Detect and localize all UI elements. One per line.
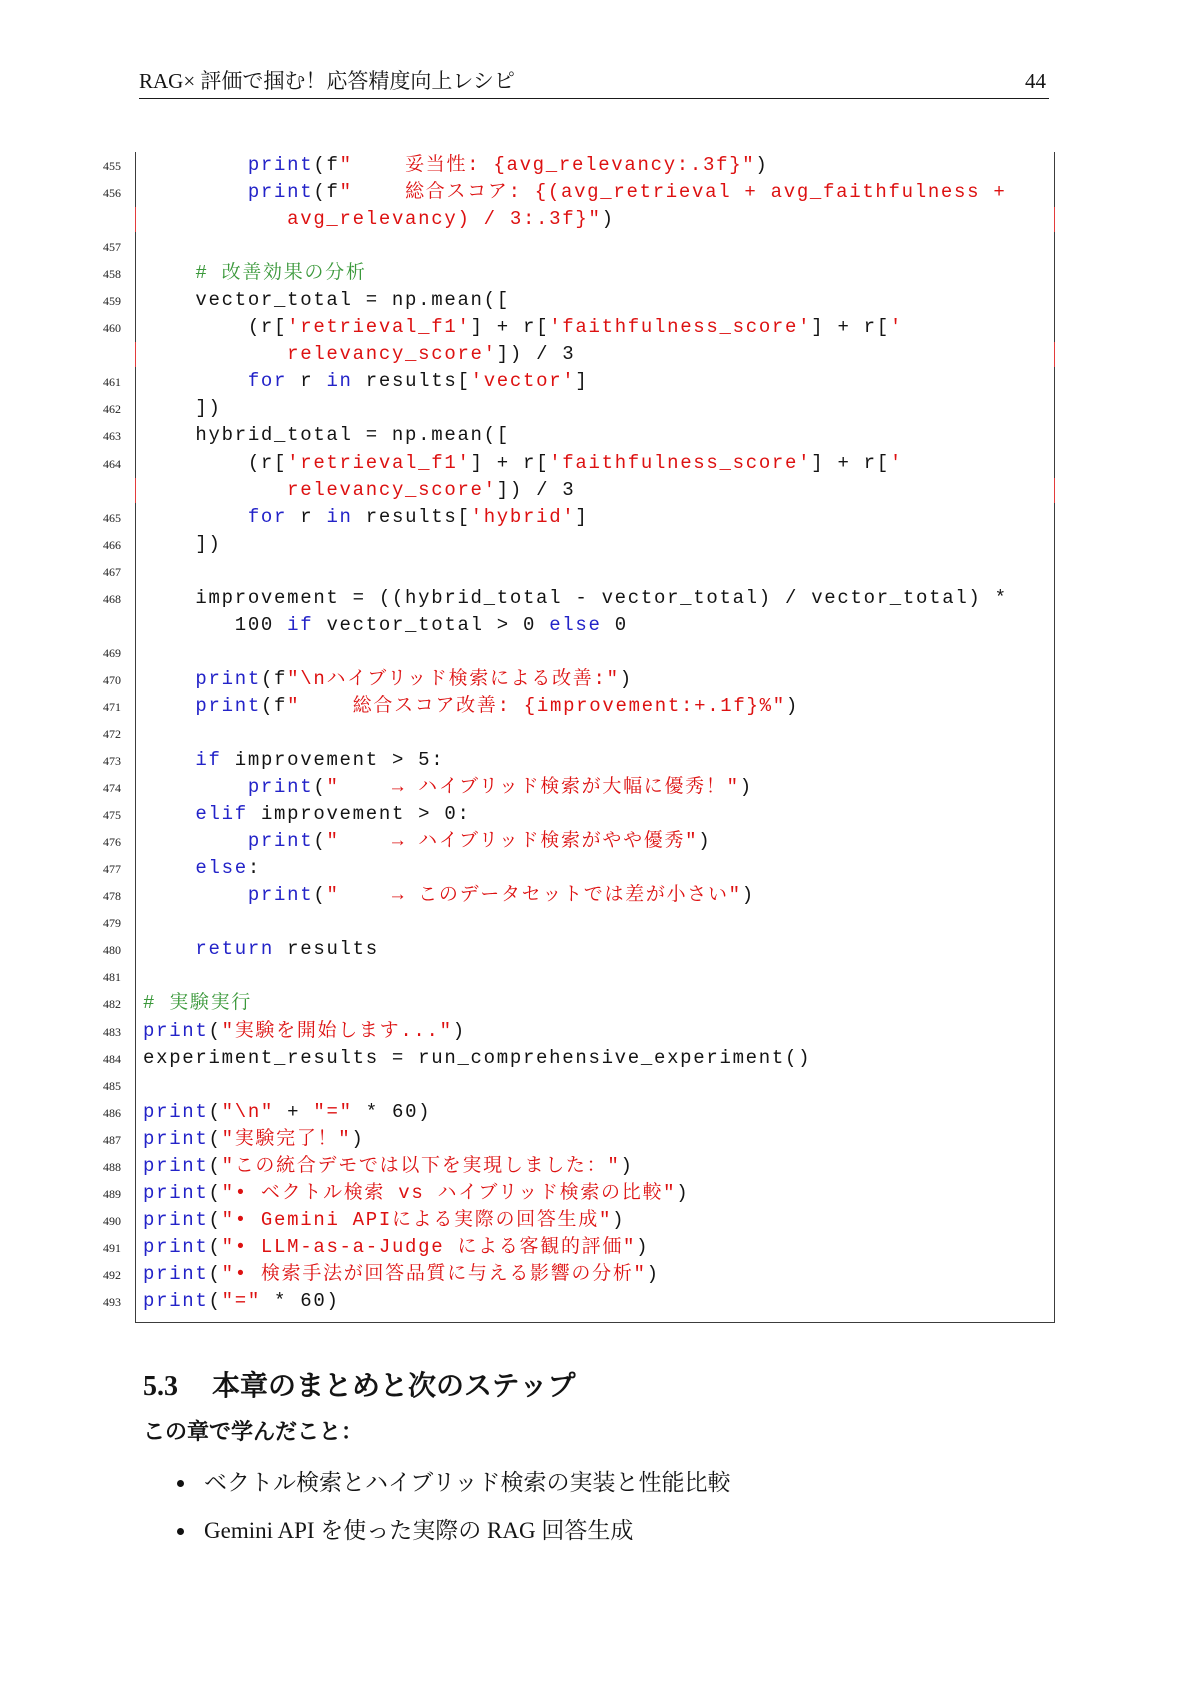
code-content <box>143 612 1051 639</box>
code-text: results[ <box>352 370 471 393</box>
code-line <box>0 747 1191 774</box>
bullet-dot-icon <box>177 1528 184 1535</box>
code-text: improvement > 5: <box>221 749 445 772</box>
bullet-item <box>0 1507 1191 1555</box>
line-number: 491 <box>103 1240 121 1255</box>
code-text: ) <box>698 830 712 853</box>
code-line <box>0 1234 1191 1261</box>
code-text: experiment_results = run_comprehensive_experiment() <box>143 1046 812 1069</box>
code-text <box>143 749 195 771</box>
code-line <box>0 828 1191 855</box>
code-text: ] + r[ <box>470 451 550 474</box>
line-number: 473 <box>103 754 121 769</box>
code-content <box>143 855 1051 882</box>
code-line-continuation <box>0 612 1191 639</box>
code-text: ( <box>208 1100 222 1123</box>
code-keyword: if <box>195 749 222 772</box>
code-string: "実験完了！" <box>221 1127 352 1150</box>
code-text: ( <box>208 1019 222 1042</box>
code-text <box>143 776 248 798</box>
code-keyword: print <box>143 1208 209 1231</box>
code-text: ( <box>208 1289 222 1312</box>
code-text: ) <box>619 667 633 690</box>
code-line <box>0 963 1191 990</box>
code-text: ) <box>612 1208 626 1231</box>
code-content <box>143 1207 1051 1234</box>
code-text <box>143 181 248 203</box>
code-text: ) <box>601 208 615 231</box>
code-string: " 総合スコア改善: {improvement:+.1f}%" <box>287 694 786 717</box>
code-content <box>143 504 1051 531</box>
code-text <box>143 830 248 852</box>
line-number: 456 <box>103 186 121 201</box>
code-text: * 60) <box>352 1100 432 1123</box>
line-number: 493 <box>103 1294 121 1309</box>
code-content <box>143 774 1051 801</box>
code-text: ]) / 3 <box>496 343 576 366</box>
code-text <box>143 884 248 906</box>
line-number: 471 <box>103 699 121 714</box>
code-text <box>143 343 287 365</box>
code-string: "実験を開始します..." <box>221 1019 453 1042</box>
code-content <box>143 828 1051 855</box>
line-number: 472 <box>103 726 121 741</box>
code-content <box>143 341 1051 368</box>
line-number: 489 <box>103 1186 121 1201</box>
code-keyword: return <box>195 938 275 961</box>
code-text <box>143 857 195 879</box>
code-line <box>0 909 1191 936</box>
code-text: ) <box>646 1262 660 1285</box>
line-wrap-marker <box>135 207 137 232</box>
code-string: "=" <box>313 1100 353 1123</box>
code-content <box>143 936 1051 963</box>
code-keyword: print <box>247 830 314 853</box>
code-keyword: print <box>143 1019 209 1042</box>
section-number: 5.3 <box>143 1371 178 1402</box>
code-text: ]) <box>143 532 222 555</box>
code-keyword: print <box>143 1100 209 1123</box>
code-text: r <box>287 505 327 528</box>
code-text <box>143 208 287 230</box>
code-line <box>0 801 1191 828</box>
code-keyword: for <box>247 505 288 528</box>
code-text: (f <box>260 667 288 690</box>
code-keyword: print <box>195 694 261 717</box>
code-text: vector_total = np.mean([ <box>143 289 510 312</box>
code-text: r <box>287 370 327 393</box>
line-number: 483 <box>103 1024 121 1039</box>
code-text <box>143 938 195 960</box>
code-string: "• Gemini APIによる実際の回答生成" <box>221 1208 613 1231</box>
code-line <box>0 422 1191 449</box>
code-text: ( <box>208 1208 222 1231</box>
code-line-continuation <box>0 341 1191 368</box>
code-line <box>0 1018 1191 1045</box>
line-number: 455 <box>103 159 121 173</box>
code-line <box>0 774 1191 801</box>
code-text: ) <box>351 1127 365 1150</box>
code-keyword: for <box>247 370 288 393</box>
code-content <box>143 260 1051 287</box>
code-text: ]) <box>143 397 222 420</box>
code-text: ) <box>755 154 769 176</box>
code-string: ' <box>889 316 903 339</box>
code-text: results[ <box>352 505 471 528</box>
code-content <box>143 368 1051 395</box>
code-line <box>0 1261 1191 1288</box>
line-number: 478 <box>103 889 121 904</box>
line-number: 475 <box>103 808 121 823</box>
code-keyword: print <box>143 1127 209 1150</box>
code-text: improvement > 0: <box>247 803 471 826</box>
code-line <box>0 1045 1191 1072</box>
code-line <box>0 531 1191 558</box>
bullet-text: Gemini API を使った実際の RAG 回答生成 <box>204 1518 634 1543</box>
code-content <box>143 666 1051 693</box>
code-line <box>0 368 1191 395</box>
code-line <box>0 720 1191 747</box>
code-content <box>143 558 1051 585</box>
code-text: 0 <box>601 613 628 636</box>
code-line <box>0 639 1191 666</box>
bullet-text: ベクトル検索とハイブリッド検索の実装と性能比較 <box>204 1470 731 1495</box>
code-text: ( <box>208 1235 222 1258</box>
code-string: "この統合デモでは以下を実現しました：" <box>221 1154 621 1177</box>
line-wrap-marker <box>1054 207 1056 232</box>
code-text: ( <box>208 1181 222 1204</box>
code-text: ] + r[ <box>811 316 890 339</box>
code-string: avg_relevancy) / 3:.3f}" <box>287 208 602 231</box>
code-text: (f <box>260 694 288 717</box>
code-content <box>143 801 1051 828</box>
code-line <box>0 1180 1191 1207</box>
code-line <box>0 693 1191 720</box>
code-line <box>0 395 1191 422</box>
code-content <box>143 1126 1051 1153</box>
code-text: ]) / 3 <box>496 478 576 501</box>
section-heading <box>143 1367 575 1407</box>
code-text <box>143 154 248 176</box>
line-number: 469 <box>103 645 121 660</box>
code-comment: # 改善効果の分析 <box>195 262 367 285</box>
code-text: (f <box>313 154 340 176</box>
code-string: "• 検索手法が回答品質に与える影響の分析" <box>221 1262 647 1285</box>
code-text: results <box>274 938 379 961</box>
code-line-continuation <box>0 206 1191 233</box>
code-line <box>0 1072 1191 1099</box>
learned-heading: この章で学んだこと： <box>143 1419 364 1444</box>
code-line <box>0 990 1191 1017</box>
code-line <box>0 1288 1191 1315</box>
code-line <box>0 450 1191 477</box>
line-wrap-marker <box>135 342 137 367</box>
code-listing <box>0 152 1191 1324</box>
code-string: 'retrieval_f1' <box>287 451 471 474</box>
bullet-list <box>0 1459 1191 1555</box>
line-number: 481 <box>103 970 121 985</box>
section-title: 本章のまとめと次のステップ <box>212 1371 576 1402</box>
line-number: 468 <box>103 591 121 606</box>
code-keyword: in <box>326 370 353 393</box>
code-line <box>0 260 1191 287</box>
code-keyword: else <box>195 857 248 880</box>
code-line <box>0 287 1191 314</box>
code-text: : <box>247 857 261 880</box>
code-text: ) <box>452 1019 466 1042</box>
line-number: 457 <box>103 240 121 255</box>
code-text <box>143 370 248 392</box>
code-content <box>143 450 1051 477</box>
code-text: (r[ <box>143 316 288 339</box>
code-content <box>143 206 1051 233</box>
code-content <box>143 1018 1051 1045</box>
code-text: ) <box>620 1154 634 1177</box>
code-line <box>0 1207 1191 1234</box>
code-content <box>143 1234 1051 1261</box>
code-content <box>143 990 1051 1017</box>
code-keyword: print <box>143 1154 209 1177</box>
line-number: 477 <box>103 862 121 877</box>
code-content <box>143 1072 1051 1099</box>
code-line <box>0 1126 1191 1153</box>
code-content <box>143 531 1051 558</box>
code-string: "\nハイブリッド検索による改善:" <box>287 667 620 690</box>
code-text: ] + r[ <box>470 316 550 339</box>
code-content <box>143 395 1051 422</box>
code-string: "• ベクトル検索 vs ハイブリッド検索の比較" <box>221 1181 677 1204</box>
code-text: ( <box>208 1262 222 1285</box>
code-text: ) <box>676 1181 690 1204</box>
code-content <box>143 314 1051 341</box>
code-content <box>143 639 1051 666</box>
code-keyword: print <box>247 776 314 799</box>
running-header <box>139 64 1049 99</box>
code-content <box>143 1261 1051 1288</box>
code-keyword: if <box>287 613 314 636</box>
code-text: ] + r[ <box>811 451 890 474</box>
code-content <box>143 477 1051 504</box>
code-text: ( <box>313 776 327 799</box>
code-string: " → このデータセットでは差が小さい" <box>326 884 742 907</box>
line-number: 474 <box>103 781 121 796</box>
code-text: ( <box>208 1127 222 1150</box>
code-keyword: print <box>143 1289 209 1312</box>
line-number: 479 <box>103 916 121 931</box>
code-keyword: print <box>247 181 314 204</box>
code-text: ( <box>313 830 327 853</box>
code-text <box>143 668 195 690</box>
line-number: 467 <box>103 564 121 579</box>
code-keyword: else <box>549 613 602 636</box>
code-string: " 総合スコア: {(avg_retrieval + avg_faithfulness + <box>339 181 1007 204</box>
code-text: ) <box>741 884 755 907</box>
code-keyword: elif <box>195 803 248 826</box>
code-content <box>143 179 1051 206</box>
code-content <box>143 1180 1051 1207</box>
code-keyword: print <box>247 884 314 907</box>
line-wrap-marker <box>135 478 137 503</box>
code-keyword: print <box>195 667 261 690</box>
code-line <box>0 1153 1191 1180</box>
code-string: " → ハイブリッド検索が大幅に優秀！" <box>326 776 740 799</box>
code-content <box>143 693 1051 720</box>
code-line <box>0 936 1191 963</box>
code-content <box>143 1288 1051 1315</box>
code-text: improvement = ((hybrid_total - vector_total) / vector_total) * <box>143 586 1008 609</box>
code-text: ) <box>636 1235 650 1258</box>
code-string: 'faithfulness_score' <box>549 316 812 339</box>
line-number: 461 <box>103 375 121 390</box>
page-number: 44 <box>1025 69 1046 93</box>
code-string: 'retrieval_f1' <box>287 316 471 339</box>
line-number: 486 <box>103 1105 121 1120</box>
code-content <box>143 720 1051 747</box>
code-string: "• LLM-as-a-Judge による客観的評価" <box>221 1235 637 1258</box>
code-content <box>143 1153 1051 1180</box>
code-line-continuation <box>0 477 1191 504</box>
code-text <box>143 803 195 825</box>
code-line <box>0 179 1191 206</box>
code-string: relevancy_score' <box>287 343 497 366</box>
code-string: "=" <box>221 1289 261 1312</box>
code-string: "\n" <box>221 1100 275 1123</box>
code-content <box>143 882 1051 909</box>
code-line <box>0 882 1191 909</box>
code-text <box>143 262 195 284</box>
code-string: ' <box>889 451 903 474</box>
code-text: hybrid_total = np.mean([ <box>143 424 510 447</box>
line-number: 484 <box>103 1051 121 1066</box>
code-content <box>143 1045 1051 1072</box>
line-number: 465 <box>103 510 121 525</box>
code-line <box>0 558 1191 585</box>
code-text: (f <box>313 181 340 204</box>
line-number: 492 <box>103 1267 121 1282</box>
code-keyword: print <box>143 1235 209 1258</box>
line-number: 490 <box>103 1213 121 1228</box>
code-string: " 妥当性: {avg_relevancy:.3f}" <box>339 154 756 176</box>
running-title: RAG× 評価で掴む！応答精度向上レシピ <box>139 69 515 93</box>
code-content <box>143 747 1051 774</box>
line-number: 488 <box>103 1159 121 1174</box>
code-text <box>143 479 287 501</box>
code-text: + <box>274 1100 314 1123</box>
code-keyword: in <box>326 505 353 528</box>
code-keyword: print <box>143 1262 209 1285</box>
line-number: 459 <box>103 294 121 309</box>
code-content <box>143 909 1051 936</box>
line-number: 466 <box>103 537 121 552</box>
code-comment: # 実験実行 <box>143 992 253 1015</box>
code-line <box>0 152 1191 179</box>
line-number: 482 <box>103 997 121 1012</box>
line-number: 458 <box>103 267 121 282</box>
code-text: ) <box>739 776 753 799</box>
code-string: 'faithfulness_score' <box>549 451 812 474</box>
line-wrap-marker <box>1054 342 1056 367</box>
line-number: 485 <box>103 1078 121 1093</box>
code-text: (r[ <box>143 451 288 474</box>
code-keyword: print <box>247 154 314 176</box>
code-text: ) <box>785 694 799 717</box>
code-text: * 60) <box>260 1289 340 1312</box>
code-line <box>0 504 1191 531</box>
code-line <box>0 585 1191 612</box>
code-text: ( <box>208 1154 222 1177</box>
line-number: 460 <box>103 321 121 336</box>
code-line <box>0 314 1191 341</box>
code-string: 'hybrid' <box>470 505 576 528</box>
code-string: 'vector' <box>470 370 576 393</box>
line-number: 470 <box>103 672 121 687</box>
code-line <box>0 233 1191 260</box>
line-number: 463 <box>103 429 121 444</box>
code-line <box>0 855 1191 882</box>
code-text: ] <box>575 370 589 393</box>
code-text: ( <box>313 884 327 907</box>
code-line <box>0 666 1191 693</box>
code-content <box>143 585 1051 612</box>
code-string: " → ハイブリッド検索がやや優秀" <box>326 830 699 853</box>
code-lines <box>0 152 1191 1315</box>
code-content <box>143 422 1051 449</box>
bullet-dot-icon <box>177 1480 184 1487</box>
line-number: 480 <box>103 943 121 958</box>
code-line <box>0 1099 1191 1126</box>
code-text: vector_total > 0 <box>313 613 550 636</box>
line-number: 487 <box>103 1132 121 1147</box>
line-number: 464 <box>103 456 121 471</box>
code-text <box>143 695 195 717</box>
code-content <box>143 963 1051 990</box>
line-number: 476 <box>103 835 121 850</box>
line-wrap-marker <box>1054 478 1056 503</box>
line-number: 462 <box>103 402 121 417</box>
code-content <box>143 233 1051 260</box>
code-content <box>143 1099 1051 1126</box>
code-keyword: print <box>143 1181 209 1204</box>
code-text: ] <box>575 505 589 528</box>
code-content <box>143 287 1051 314</box>
code-content <box>143 152 1051 179</box>
code-text <box>143 506 248 528</box>
bullet-item <box>0 1459 1191 1507</box>
code-text: 100 <box>143 613 288 636</box>
code-string: relevancy_score' <box>287 478 497 501</box>
